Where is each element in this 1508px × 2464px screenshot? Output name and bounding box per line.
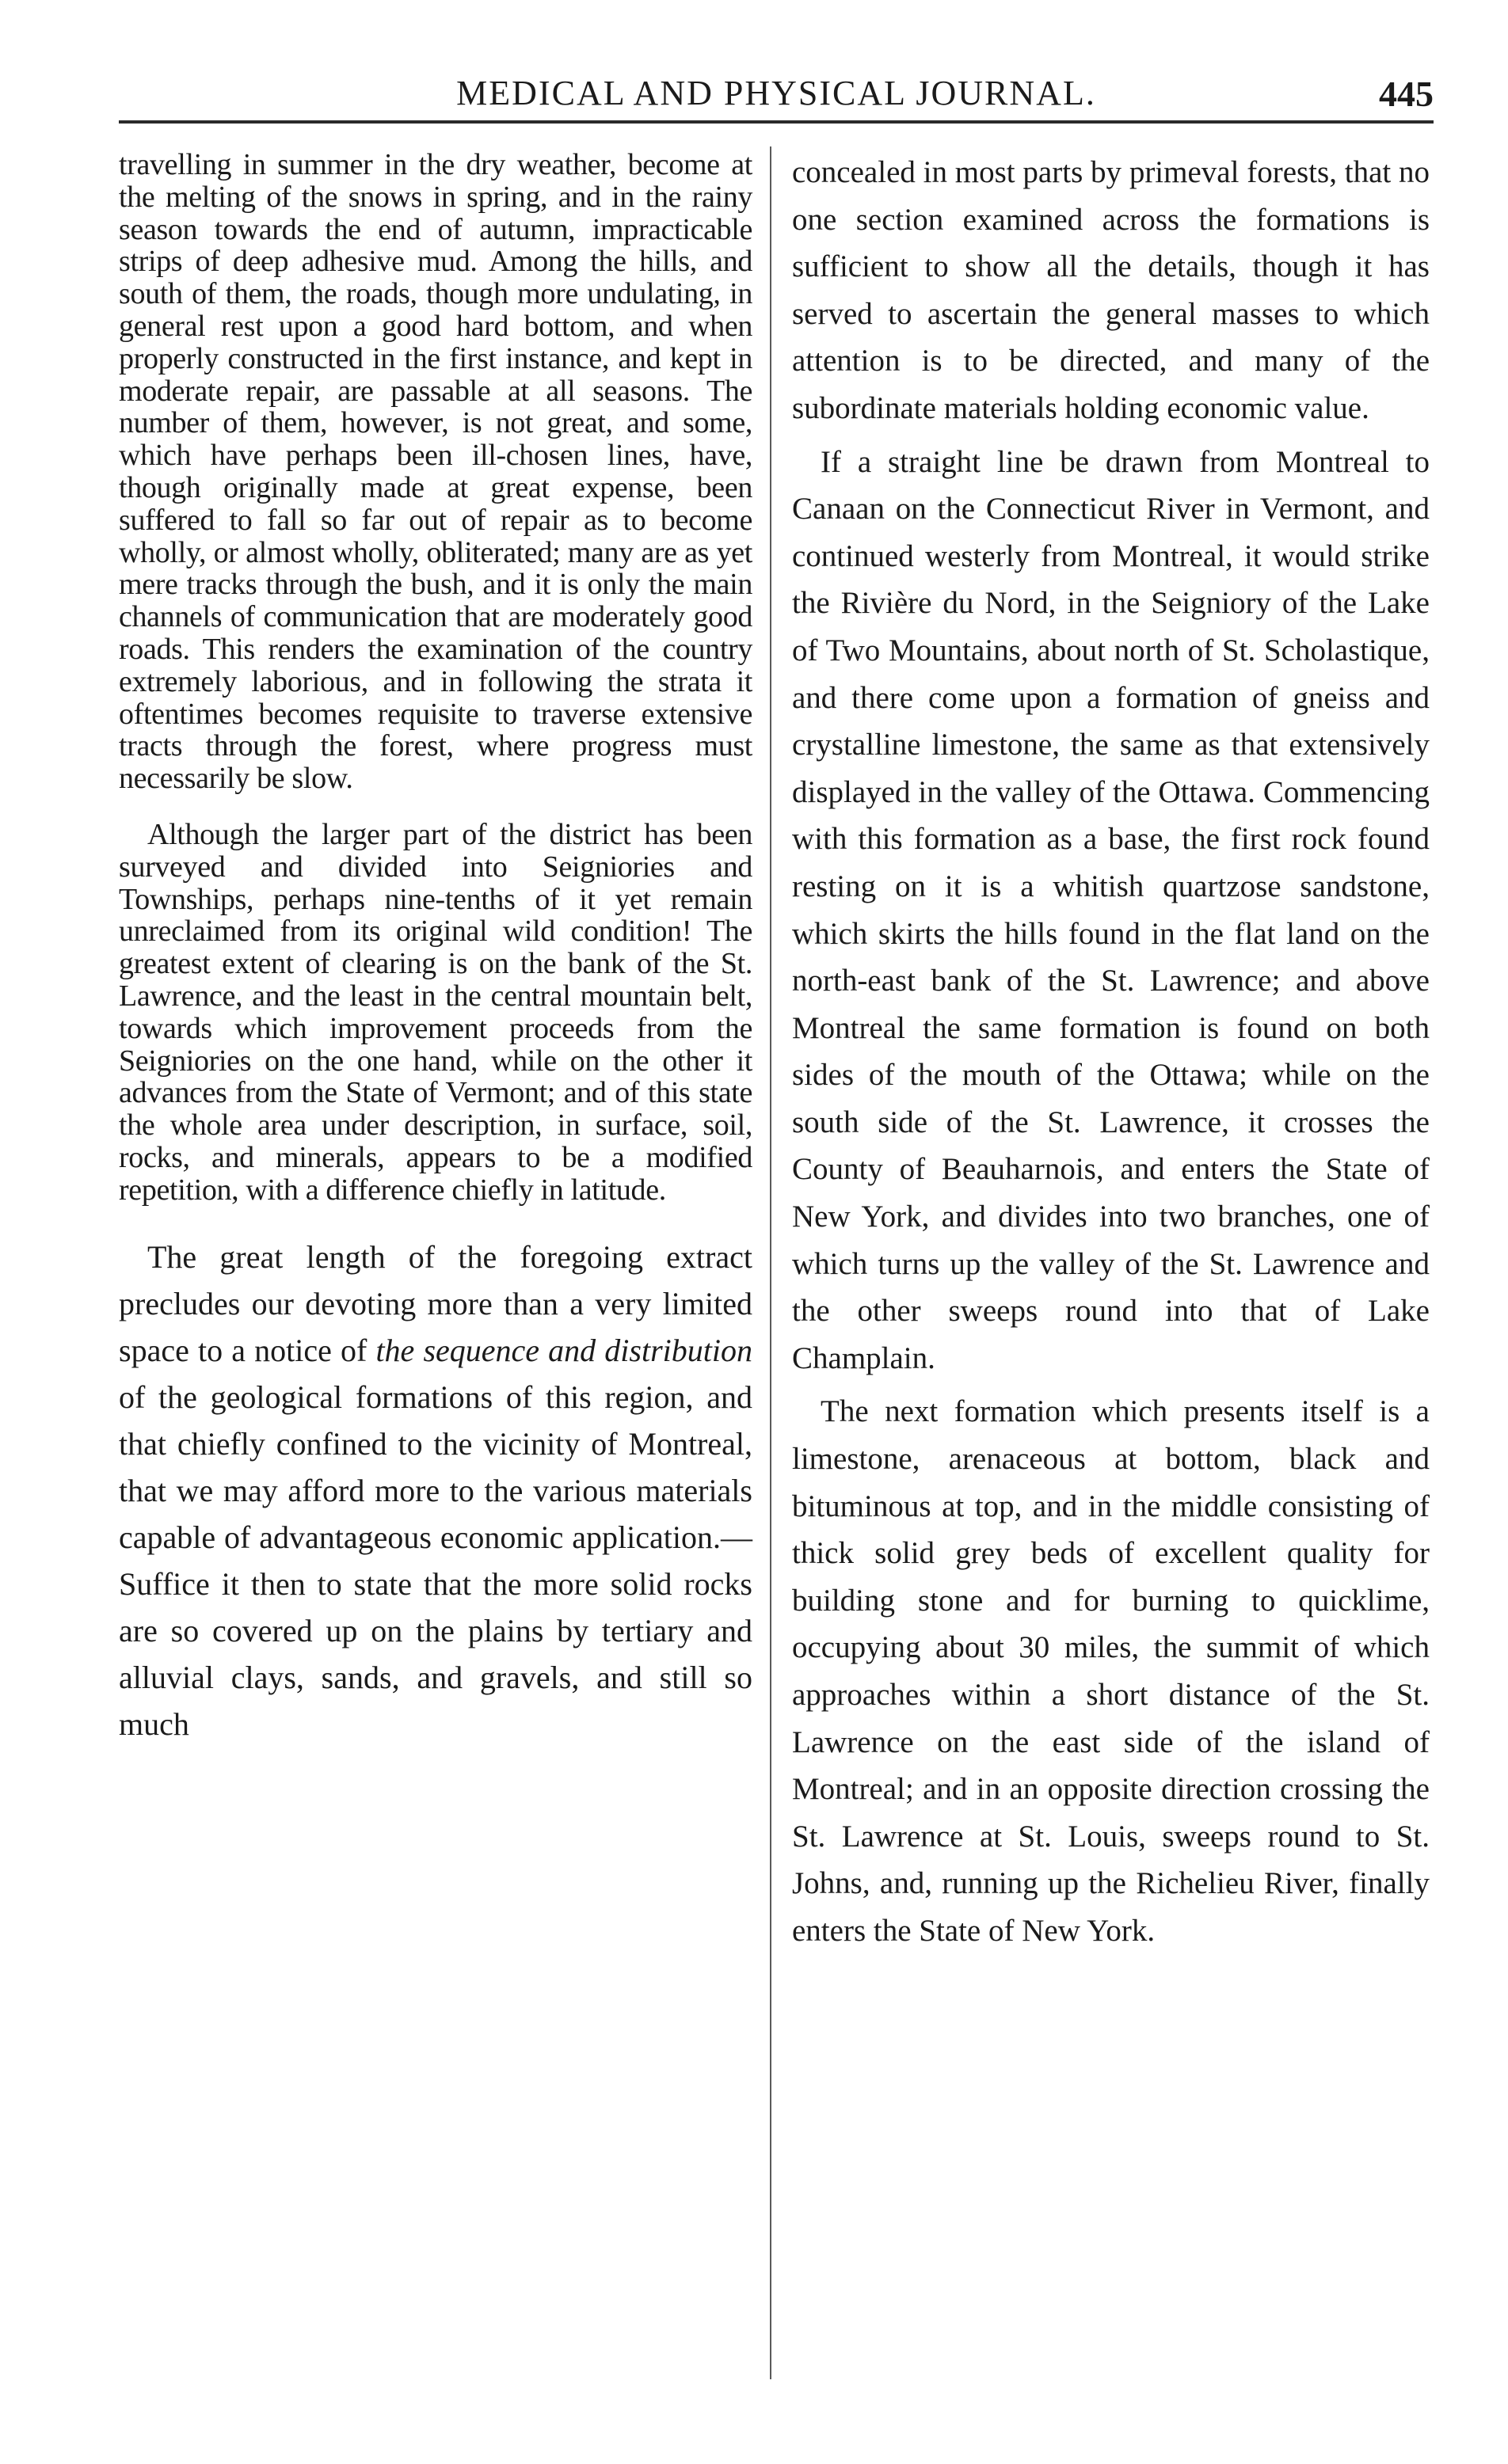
left-paragraph-2: Although the larger part of the district has been surveyed and divided into Seigniories and Townships, perhaps nine-tenths of it yet remain unreclaimed from its original wild condition! The greatest extent of clearing is on the bank of the St. Lawrence, and the least in the central mountain belt, towards which improvement proceeds from the Seigniories on the one hand, while on the other it advances from the State of Vermont; and of this state the whole area under description, in surface, soil, rocks, and minerals, appears to be a modified repetition, with a difference chiefly in latitude. — [119, 817, 752, 1207]
left-paragraph-3 — [119, 1234, 752, 1747]
left-paragraph-1: travelling in summer in the dry weather, become at the melting of the snows in spring, and in the rainy season towards the end of autumn, impracticable strips of deep adhesive mud. Among the hills, and south of them, the roads, though more undulating, in general rest upon a good hard bottom, and when properly constructed in the first instance, and kept in moderate repair, are passable at all seasons. The number of them, however, is not great, and some, which have perhaps been ill-chosen lines, have, though originally made at great expense, been suffered to fall so far out of repair as to become wholly, or almost wholly, obliterated; many are as yet mere tracks through the bush, and it is only the main channels of communication that are moderately good roads. This renders the examination of the country extremely laborious, and in following the strata it oftentimes becomes requisite to traverse extensive tracts through the forest, where progress must necessarily be slow. — [119, 148, 752, 796]
right-paragraph-1: concealed in most parts by primeval forests, that no one section examined across the formations is sufficient to show all the details, though it has served to ascertain the general masses to which attention is to be directed, and many of the subordinate materials holding economic value. — [792, 155, 1430, 425]
left-paragraph-3-end: of the geological formations of this region, and that chiefly confined to the vicinity of Montreal, that we may afford more to the various materials capable of advantageous economic application.— Suffice it then to state that the more solid rocks are so covered up on the plains by tertiary and alluvial clays, sands, and gravels, and still so much — [119, 1378, 752, 1742]
left-column — [119, 149, 752, 1747]
running-head — [119, 65, 1434, 120]
right-paragraph-2: If a straight line be drawn from Montreal to Canaan on the Connecticut River in Vermont, and continued westerly from Montreal, it would strike the Rivière du Nord, in the Seigniory of the Lake of Two Mountains, about north of St. Scholastique, and there come upon a formation of gneiss and crystalline limestone, the same as that extensively displayed in the valley of the Ottawa. Commencing with this formation as a base, the first rock found resting on it is a whitish quartzose sandstone, which skirts the hills found in the flat land on the north-east bank of the St. Lawrence; and above Montreal the same formation is found on both sides of the mouth of the Ottawa; while on the south side of the St. Lawrence, it crosses the County of Beauharnois, and enters the State of New York, and divides into two branches, one of which turns up the valley of the St. Lawrence and the other sweeps round into that of Lake Champlain. — [792, 444, 1430, 1375]
right-paragraph-3: The next formation which presents itself is a limestone, arenaceous at bottom, black and bituminous at top, and in the middle consisting of thick solid grey beds of excellent quality for building stone and for burning to quicklime, occupying about 30 miles, the summit of which approaches within a short distance of the St. Lawrence on the east side of the island of Montreal; and in an opposite direction crossing the St. Lawrence at St. Louis, sweeps round to St. Johns, and, running up the Richelieu River, finally enters the State of New York. — [792, 1394, 1430, 1948]
column-divider — [770, 146, 771, 2379]
left-paragraph-3-start: The great length of the foregoing extract precludes our devoting more than a very limited space to a notice of — [119, 1238, 752, 1368]
page-number: 445 — [1379, 74, 1434, 114]
left-paragraph-3-italic: the sequence and distribution — [375, 1332, 752, 1368]
running-title: MEDICAL AND PHYSICAL JOURNAL. — [456, 74, 1096, 112]
right-column — [792, 149, 1430, 1955]
header-rule — [119, 120, 1434, 124]
